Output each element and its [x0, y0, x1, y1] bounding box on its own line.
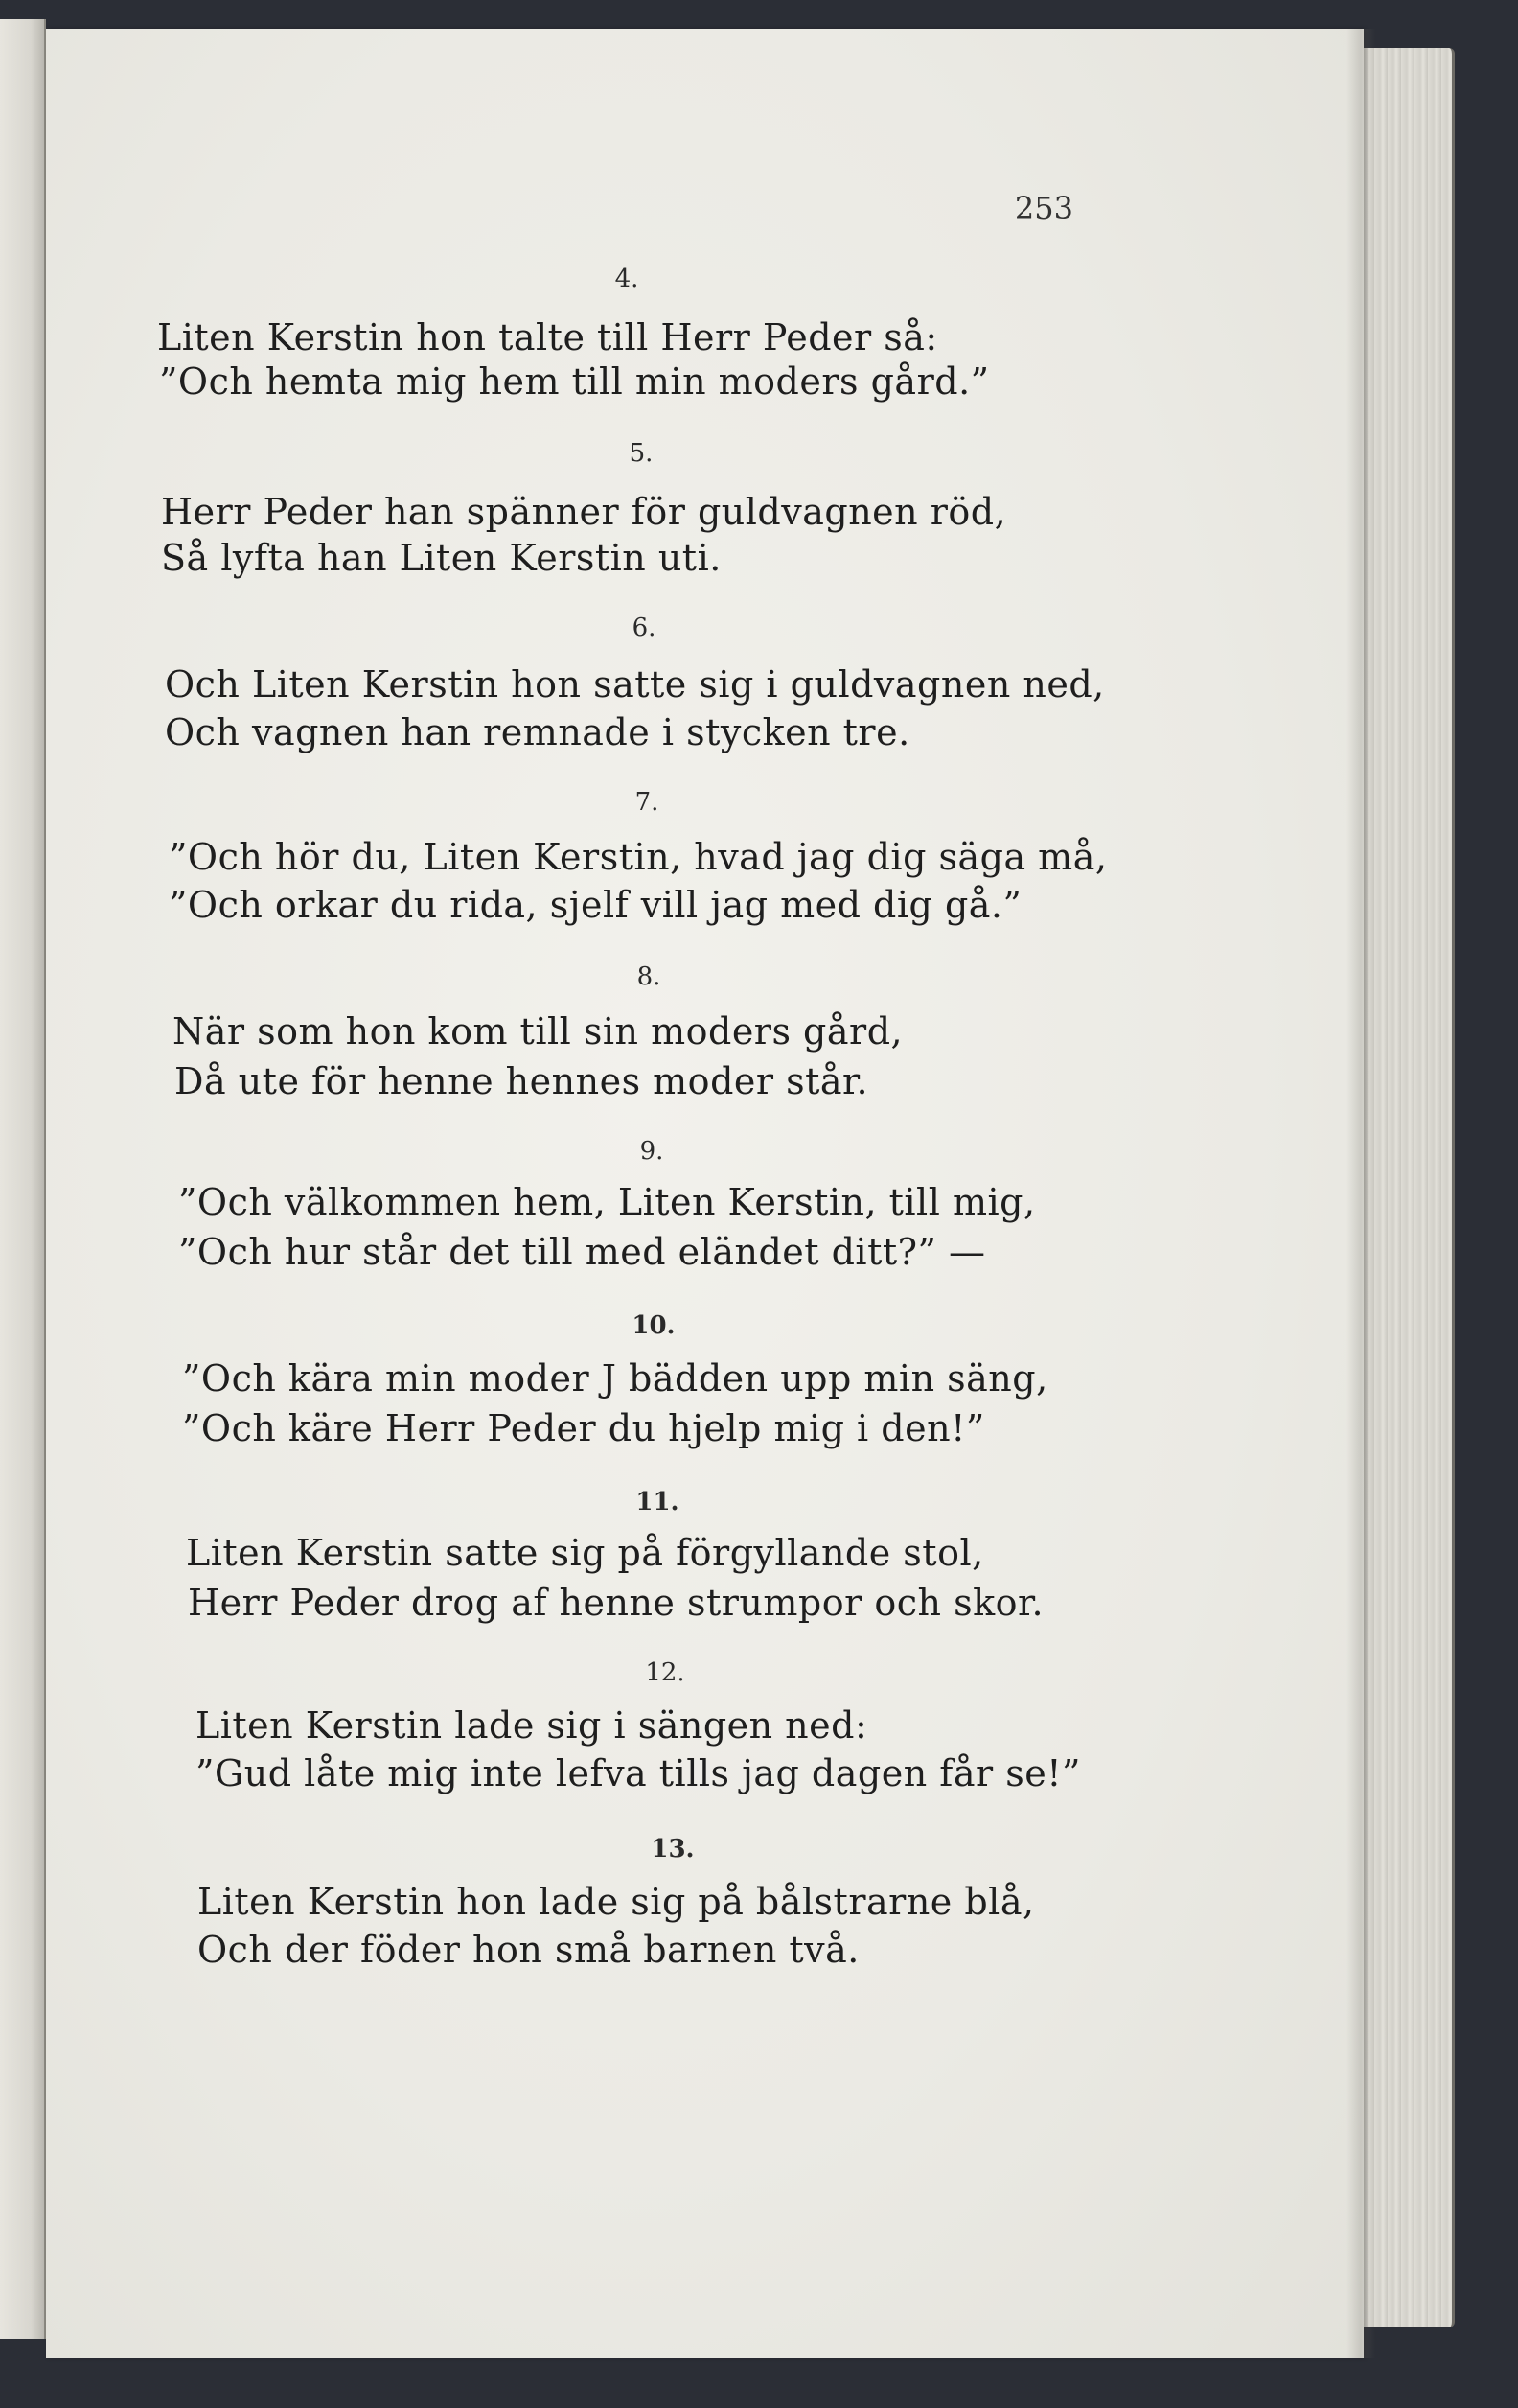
verse-line: ”Och hemta mig hem till min moders gård.” [159, 360, 990, 403]
stanza-number: 8. [636, 962, 661, 991]
verse-line: ”Och hur står det till med eländet ditt?” — [178, 1231, 986, 1273]
verse-line: När som hon kom till sin moders gård, [172, 1010, 904, 1053]
verse-line: ”Och orkar du rida, sjelf vill jag med dig gå.” [169, 884, 1023, 926]
verse-line: ”Och välkommen hem, Liten Kerstin, till mig, [178, 1181, 1036, 1223]
stanza-number: 4. [614, 265, 639, 293]
stanza-number: 6. [632, 614, 656, 642]
stanza-number: 10. [632, 1311, 676, 1340]
verse-line: ”Gud låte mig inte lefva tills jag dagen får se!” [196, 1752, 1081, 1794]
verse-line: Herr Peder drog af henne strumpor och skor. [188, 1582, 1045, 1624]
verse-line: ”Och hör du, Liten Kerstin, hvad jag dig säga må, [169, 836, 1108, 878]
stanza-number: 12. [645, 1658, 685, 1687]
verse-line: ”Och kära min moder J bädden upp min säng, [182, 1357, 1048, 1400]
verse-line: Och Liten Kerstin hon satte sig i guldvagnen ned, [165, 663, 1105, 706]
stanza-number: 5. [629, 439, 654, 468]
page-number: 253 [1014, 190, 1073, 226]
left-page-edge [0, 19, 46, 2339]
verse-line: ”Och käre Herr Peder du hjelp mig i den!” [182, 1407, 985, 1449]
verse-line: Så lyfta han Liten Kerstin uti. [161, 537, 722, 579]
verse-line: Herr Peder han spänner för guldvagnen röd, [161, 491, 1007, 533]
stanza-number: 11. [635, 1488, 679, 1517]
verse-line: Liten Kerstin lade sig i sängen ned: [196, 1704, 868, 1747]
stanza-number: 13. [651, 1835, 695, 1864]
verse-line: Och vagnen han remnade i stycken tre. [165, 711, 910, 753]
stanza-number: 7. [634, 788, 659, 817]
page-fold-shadow [1346, 29, 1375, 2358]
verse-line: Liten Kerstin satte sig på förgyllande stol, [186, 1532, 984, 1574]
stanza-number: 9. [639, 1137, 664, 1166]
verse-line: Och der föder hon små barnen två. [197, 1929, 860, 1971]
verse-line: Liten Kerstin hon lade sig på bålstrarne blå, [197, 1881, 1035, 1923]
verse-line: Då ute för henne hennes moder står. [174, 1060, 869, 1102]
verse-line: Liten Kerstin hon talte till Herr Peder så: [157, 316, 938, 359]
